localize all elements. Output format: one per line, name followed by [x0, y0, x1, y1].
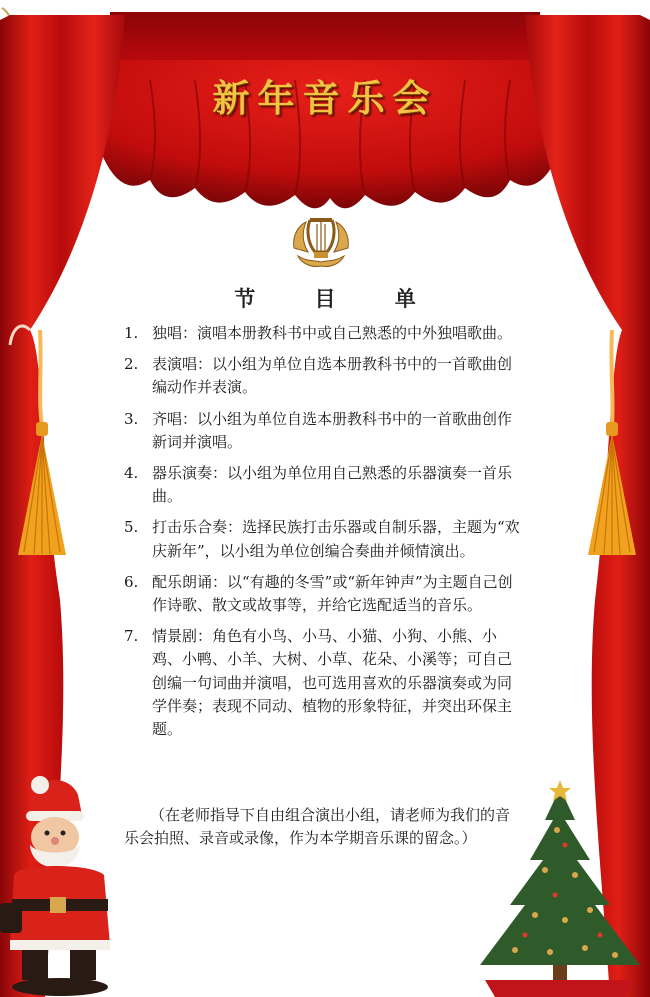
item-text: 配乐朗诵：以“有趣的冬雪”或“新年钟声”为主题自己创作诗歌、散文或故事等，并给它选配适当的音乐。: [152, 572, 513, 615]
item-number: 6.: [124, 572, 139, 591]
list-item: [124, 462, 524, 508]
lyre-emblem-icon: [288, 208, 354, 274]
item-text: 情景剧：角色有小鸟、小马、小猫、小狗、小熊、小鸡、小鸭、小羊、大树、小草、花朵、小溪等；可自己创编一句词曲并演唱，也可选用喜欢的乐器演奏或为同学伴奏；表现不同动、植物的形象特征，并突出环保主题。: [152, 627, 513, 739]
item-text: 器乐演奏：以小组为单位用自己熟悉的乐器演奏一首乐曲。: [152, 464, 513, 506]
item-number: 5.: [124, 518, 139, 537]
section-heading: 节 目 单: [234, 286, 442, 311]
item-number: 7.: [124, 627, 139, 646]
list-item: [124, 516, 524, 562]
page-title: 新年音乐会: [212, 76, 438, 120]
list-item: [124, 625, 524, 741]
program-list: [124, 322, 524, 749]
item-number: 2.: [124, 355, 139, 374]
list-item: [124, 571, 524, 617]
item-number: 3.: [124, 409, 139, 428]
list-item: [124, 322, 524, 345]
item-text: 齐唱：以小组为单位自选本册教科书中的一首歌曲创作新词并演唱。: [152, 409, 513, 451]
item-number: 4.: [124, 464, 139, 483]
teacher-note: （在老师指导下自由组合演出小组，请老师为我们的音乐会拍照、录音或录像，作为本学期音乐课的留念。）: [124, 806, 511, 848]
item-number: 1.: [124, 324, 139, 342]
list-item: [124, 408, 524, 454]
tassel-right-icon: [582, 330, 642, 570]
item-text: 表演唱：以小组为单位自选本册教科书中的一首歌曲创编动作并表演。: [152, 355, 513, 397]
item-text: 打击乐合奏：选择民族打击乐器或自制乐器，主题为“欢庆新年”，以小组为单位创编合奏曲并倾情演出。: [152, 518, 520, 560]
item-text: 独唱：演唱本册教科书中或自己熟悉的中外独唱歌曲。: [152, 324, 513, 342]
christmas-tree-icon: [465, 780, 650, 997]
tassel-left-icon: [12, 330, 72, 570]
santa-figure-icon: [0, 775, 120, 997]
list-item: [124, 353, 524, 399]
